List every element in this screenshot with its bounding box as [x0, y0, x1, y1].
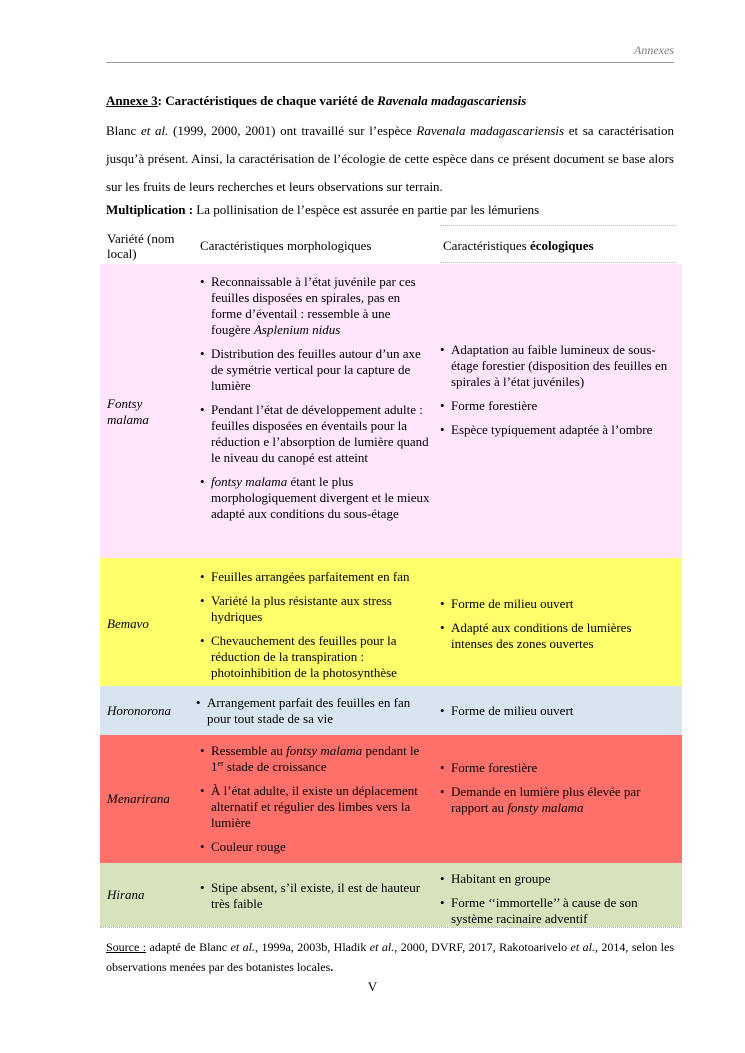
intro-species: Ravenala madagascariensis — [416, 123, 565, 138]
header-section: Annexes — [634, 43, 674, 57]
header-morpho: Caractéristiques morphologiques — [200, 238, 372, 253]
bullet-pre: Forme de milieu ouvert — [451, 596, 574, 611]
table-row — [100, 735, 682, 863]
bullet-pre: Distribution des feuilles autour d’un axe de symétrie vertical pour la capture de lumière — [211, 346, 421, 393]
source-text-2: , 1999a, 2003b, Hladik — [255, 940, 370, 954]
multiplication-label: Multiplication : — [106, 202, 194, 217]
morpho-bullet — [200, 569, 432, 585]
eco-list — [440, 342, 676, 438]
intro-paragraph — [106, 117, 674, 201]
morpho-bullet — [200, 839, 432, 855]
eco-bullet — [440, 871, 676, 887]
source-note — [106, 937, 674, 977]
bullet-pre: Forme forestière — [451, 398, 538, 413]
morpho-bullet — [200, 783, 432, 831]
source-etal-3: et al. — [570, 940, 595, 954]
bullet-pre: À l’état adulte, il existe un déplacement alternatif et régulier des limbes vers la lumière — [211, 783, 418, 830]
morpho-list — [200, 569, 432, 681]
header-eco-prefix: Caractéristiques — [443, 238, 530, 253]
bullet-post2: stade de croissance — [223, 759, 327, 774]
eco-bullet — [440, 342, 676, 390]
bullet-em: Asplenium nidus — [253, 322, 341, 337]
variety-name: Bemavo — [107, 616, 149, 631]
morpho-bullet — [196, 695, 428, 727]
morpho-list — [200, 880, 432, 912]
morpho-list — [200, 274, 432, 522]
bullet-pre: Reconnaissable à l’état juvénile par ces feuilles disposées en spirales, pas en forme d’éventail : ressemble à une fougère — [211, 274, 416, 337]
variety-name: Menarirana — [107, 791, 170, 806]
bullet-pre: Forme de milieu ouvert — [451, 703, 574, 718]
table-header — [100, 230, 682, 264]
source-etal-2: et al. — [369, 940, 395, 954]
variety-name: Hirana — [107, 887, 145, 902]
multiplication-line — [106, 202, 539, 218]
bullet-pre: Couleur rouge — [211, 839, 286, 854]
eco-list — [440, 760, 676, 816]
intro-etal: et al. — [140, 123, 169, 138]
running-header — [106, 42, 674, 63]
variety-name: Fontsy malama — [107, 396, 149, 427]
morpho-bullet — [200, 880, 432, 912]
header-eco-bold: écologiques — [530, 238, 594, 253]
bullet-pre: Pendant l’état de développement adulte : feuilles disposées en éventails pour la réduction e l’absorption de lumière quand le niveau du canopé est atteint — [211, 402, 429, 465]
bullet-pre: Stipe absent, s’il existe, il est de hauteur très faible — [211, 880, 421, 911]
bullet-pre: Ressemble au — [211, 743, 287, 758]
variety-name: Horonorona — [107, 703, 172, 718]
table-row — [100, 863, 682, 927]
bullet-pre: Chevauchement des feuilles pour la réduction de la transpiration : photoinhibition de la photosynthèse — [211, 633, 397, 680]
morpho-list — [200, 743, 432, 855]
annex-title-text: : Caractéristiques de chaque variété de — [157, 93, 378, 108]
eco-bullet — [440, 596, 676, 612]
source-text-3: , 2000, DVRF, 2017, Rakotoarivelo — [394, 940, 571, 954]
morpho-bullet — [200, 633, 432, 681]
eco-list — [440, 871, 676, 927]
table-row — [100, 558, 682, 686]
header-top-rule — [440, 225, 676, 226]
eco-bullet — [440, 422, 676, 438]
source-text-1: adapté de Blanc — [146, 940, 231, 954]
bullet-pre: Habitant en groupe — [451, 871, 551, 886]
morpho-bullet — [200, 474, 432, 522]
header-variety: Variété (nom local) — [107, 231, 175, 261]
annex-label: Annexe 3 — [106, 93, 158, 108]
bullet-pre: Variété la plus résistante aux stress hydriques — [211, 593, 392, 624]
eco-bullet — [440, 784, 676, 816]
bullet-pre: Espèce typiquement adaptée à l’ombre — [451, 422, 653, 437]
bullet-post: pendant le 1 — [211, 743, 420, 774]
multiplication-text: La pollinisation de l’espèce est assurée en partie par les lémuriens — [193, 202, 540, 217]
bullet-post: étant le plus morphologiquement divergent et le mieux adapté aux conditions du sous-étage — [211, 474, 430, 521]
morpho-bullet — [200, 402, 432, 466]
source-end: . — [330, 960, 334, 974]
morpho-bullet — [200, 274, 432, 338]
source-label: Source : — [106, 940, 147, 954]
bullet-em: fontsy malama — [211, 474, 288, 489]
bullet-em: fontsy malama — [286, 743, 363, 758]
eco-bullet — [440, 620, 676, 652]
bullet-pre: Feuilles arrangées parfaitement en fan — [211, 569, 410, 584]
source-etal-1: et al. — [230, 940, 255, 954]
morpho-bullet — [200, 743, 432, 775]
bullet-pre: Forme forestière — [451, 760, 538, 775]
bullet-pre: Arrangement parfait des feuilles en fan pour tout stade de sa vie — [207, 695, 411, 726]
eco-list — [440, 703, 676, 719]
bullet-sup: er — [217, 759, 224, 768]
annex-species: Ravenala madagascariensis — [377, 93, 527, 108]
intro-text-1: (1999, 2000, 2001) ont travaillé sur l’espèce — [168, 123, 417, 138]
eco-bullet — [440, 895, 676, 927]
intro-author: Blanc — [106, 123, 141, 138]
intro-text-2: et sa caractérisation jusqu’à présent. Ainsi, la caractérisation de l’écologie de cette espèce dans ce présent document se base alors sur les fruits de leurs recherches et leurs observations sur terrain. — [106, 123, 675, 194]
morpho-list — [196, 695, 428, 727]
eco-list — [440, 596, 676, 652]
eco-bullet — [440, 398, 676, 414]
eco-bullet — [440, 760, 676, 776]
header-eco — [443, 238, 594, 254]
morpho-bullet — [200, 346, 432, 394]
bullet-em: fonsty malama — [507, 800, 584, 815]
bullet-pre: Demande en lumière plus élevée par rapport au — [451, 784, 641, 815]
bullet-pre: Adaptation au faible lumineux de sous-étage forestier (disposition des feuilles en spirales à l’état juvéniles) — [451, 342, 668, 389]
morpho-bullet — [200, 593, 432, 625]
eco-bullet — [440, 703, 676, 719]
source-text-4: , 2014, selon les observations menées par des botanistes locales — [106, 940, 674, 974]
annex-title — [106, 93, 526, 109]
table-row — [100, 264, 682, 558]
bullet-pre: Adapté aux conditions de lumières intenses des zones ouvertes — [451, 620, 632, 651]
table-row — [100, 686, 682, 735]
table-bottom-rule — [100, 927, 682, 928]
bullet-pre: Forme ‘‘immortelle’’ à cause de son système racinaire adventif — [451, 895, 638, 926]
page-number: V — [367, 979, 378, 994]
